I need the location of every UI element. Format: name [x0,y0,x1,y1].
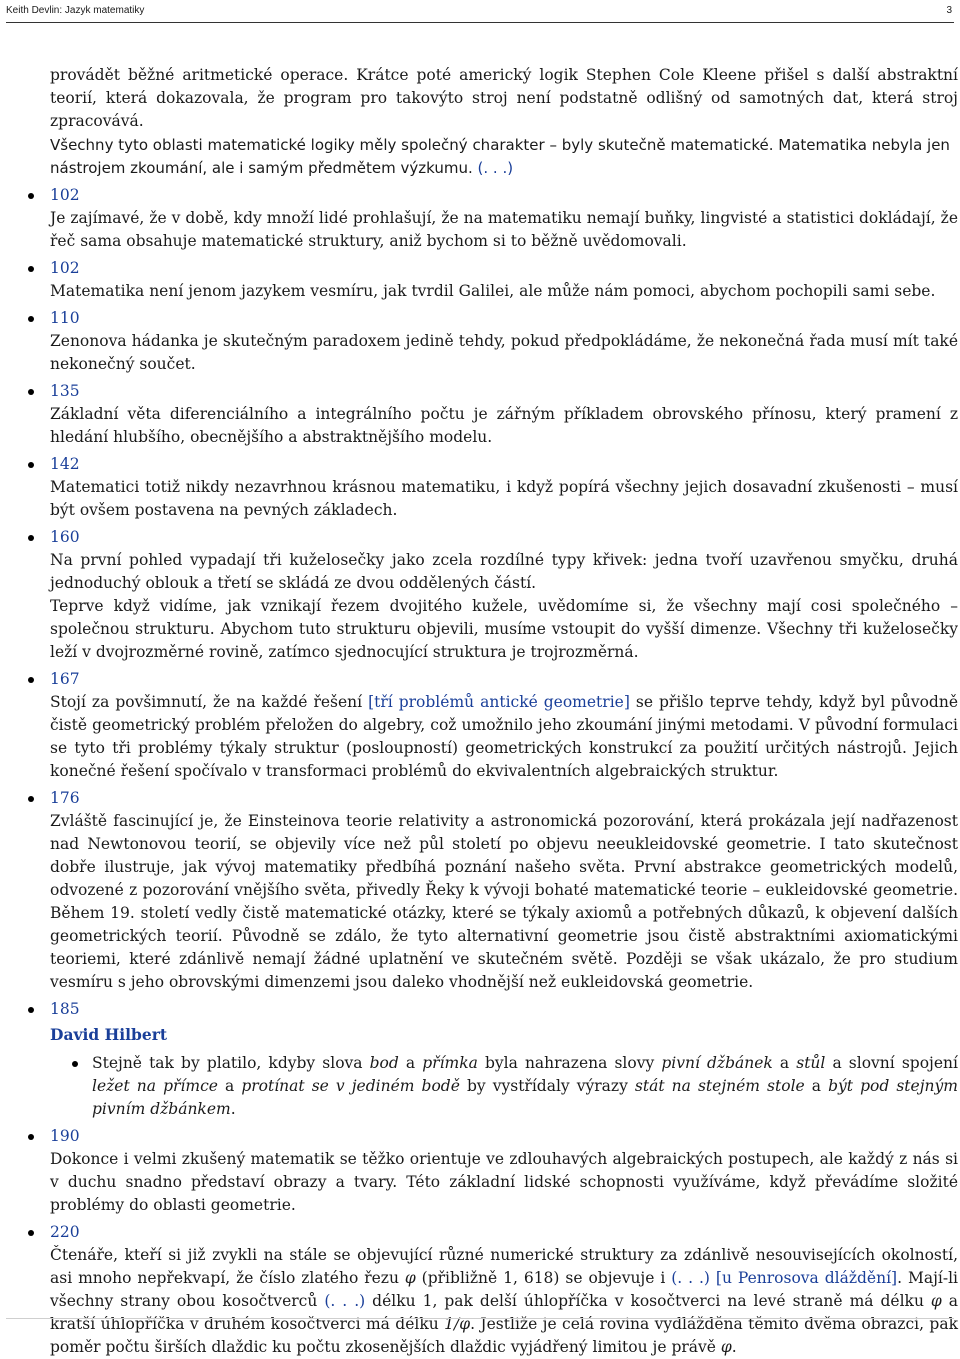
page-reference[interactable]: 135 [50,380,958,403]
quote-text-part: . [731,1338,737,1356]
quote-text-part: byla nahrazena slovy [477,1054,662,1072]
quote-text-part: a [804,1077,829,1095]
quote-text-part: a [398,1054,423,1072]
quote-text-part: a slovní spojení [825,1054,958,1072]
ellipsis-link[interactable]: (. . .) [671,1269,710,1287]
quote-entry-135 [50,380,958,449]
page-reference[interactable]: 185 [50,998,958,1021]
quote-text [50,1244,958,1359]
quote-entry-102b [50,257,958,303]
golden-ratio-value: 1, 618 [503,1269,554,1287]
quote-text-part: se přišlo teprve tehdy, když byl původně čistě geometrický problém přeložen do algebry, což umožnilo jeho zkoumání jinými metodami. V původní formulaci se tyto tři problémy týkaly struktur (posloupností) geometrických konstrukcí za použití určitých nástrojů. Jejich konečné řešení spočívalo v transformaci problémů do ekvivalentních algebraických struktur. [50,693,958,780]
italic-term: ležet na přímce [92,1077,218,1095]
quote-text: Je zajímavé, že v době, kdy množí lidé prohlašují, že na matematiku nemají buňky, lingvisté a statistici dokládají, že řeč sama obsahuje matematické struktury, aniž bychom si to běžně uvědomovali. [50,209,958,250]
quote-text: Dokonce i velmi zkušený matematik se těžko orientuje ve zdlouhavých algebraických postupech, ale každý z nás si v duchu snadno představí obrazy a tvary. Této základní lidské schopnosti využíváme, když převádíme složité problémy do oblasti geometrie. [50,1150,958,1214]
quote-entry-102a [50,184,958,253]
italic-term: být pod stejným pivním džbánkem [92,1077,958,1118]
quote-entry-110 [50,307,958,376]
quote-text-part: Stejně tak by platilo, kdyby slova [92,1054,370,1072]
quote-text: Na první pohled vypadají tři kuželosečky jako zcela rozdílné typy křivek: jedna tvoří uzavřenou smyčku, druhá jednoduchý oblouk a třetí se skládá ze dvou oddělených částí. [50,551,958,592]
inverse-phi: 1/φ [444,1315,471,1333]
ellipsis-link[interactable]: (. . .) [477,159,514,177]
math-number: 1 [422,1292,433,1310]
quote-text-part: délku [365,1292,423,1310]
page-reference[interactable]: 102 [50,257,958,280]
quote-entry-160 [50,526,958,664]
quote-text-continued: Teprve když vidíme, jak vznikají řezem dvojitého kužele, uvědomíme si, že všechny mají cosi společného – společnou strukturu. Abychom tuto strukturu objevili, musíme vstoupit do vyšší dimenze. Všechny tři kuželosečky leží v dvojrozměrné rovině, zatímco sjednocující struktura je trojrozměrná. [50,597,958,661]
page-content [50,64,958,1359]
ancient-geometry-link[interactable]: [tří problémů antické geometrie] [368,693,630,711]
running-title: Keith Devlin: Jazyk matematiky [6,5,145,16]
quote-entry-185 [50,998,958,1121]
quote-text-part: . Mají-li všechny strany obou kosočtverců [50,1269,958,1310]
page-reference[interactable]: 110 [50,307,958,330]
intro-paragraph-2 [50,134,958,180]
phi-symbol: φ [404,1269,416,1287]
quote-text-part: a [772,1054,797,1072]
quote-text: Základní věta diferenciálního a integrálního počtu je zářným příkladem obrovského přínosu, který pramení z hledání hlubšího, obecnějšího a abstraktnějšího modelu. [50,405,958,446]
quote-entry-220 [50,1221,958,1359]
author-name[interactable]: David Hilbert [50,1025,168,1044]
page-reference[interactable]: 176 [50,787,958,810]
italic-term: bod [369,1054,399,1072]
page-reference[interactable]: 142 [50,453,958,476]
quote-text-part: a kratší úhlopříčka v druhém kosočtverci má délku [50,1292,959,1333]
quote-text: Matematici totiž nikdy nezavrhnou krásnou matematiku, i když popírá všechny jejich dosavadní zkušenosti – musí být ovšem postavena na pevných základech. [50,478,958,519]
ellipsis-link[interactable]: (. . .) [324,1292,366,1310]
page-header [6,0,954,23]
quote-text [92,1052,958,1121]
quote-text-part: , pak delší úhlopříčka v kosočtverci na levé straně má délku [432,1292,931,1310]
page-number: 3 [946,5,952,16]
quote-text-part: . [230,1100,236,1118]
italic-term: protínat se v jediném bodě [241,1077,460,1095]
quote-text-part: (přibližně [415,1269,504,1287]
quote-text: Zenonova hádanka je skutečným paradoxem jedině tehdy, pokud předpokládáme, že nekonečná řada musí mít také nekonečný součet. [50,332,958,373]
intro-text-2: Všechny tyto oblasti matematické logiky měly společný charakter – byly skutečně matematické. Matematika nebyla jen nástrojem zkoumání, ale i samým předmětem výzkumu. [50,136,950,177]
quote-text-part: a [217,1077,242,1095]
bottom-divider [6,1318,954,1319]
page-reference[interactable]: 102 [50,184,958,207]
page-reference[interactable]: 167 [50,668,958,691]
quote-text-part: . Jestliže je celá rovina vydlážděna těmito dvěma obrazci, pak poměr počtu širších dlaždic ku počtu zkosenějších dlaždic vyjádřený limitou je právě [50,1315,958,1356]
page-reference[interactable]: 190 [50,1125,958,1148]
italic-term: přímka [422,1054,478,1072]
page-reference[interactable]: 160 [50,526,958,549]
quote-text: Matematika není jenom jazykem vesmíru, jak tvrdil Galilei, ale může nám pomoci, abychom pochopili sami sebe. [50,282,936,300]
quote-entry-167 [50,668,958,783]
italic-term: pivní džbánek [661,1054,773,1072]
quote-entry-142 [50,453,958,522]
quote-entry-176 [50,787,958,994]
intro-paragraph-1: provádět běžné aritmetické operace. Krátce poté americký logik Stephen Cole Kleene přišel s další abstraktní teorií, která dokazovala, že program pro takovýto stroj není podstatně odlišný od samotných dat, která stroj zpracovává. [50,66,958,130]
italic-term: stát na stejném stole [634,1077,805,1095]
quote-entry-190 [50,1125,958,1217]
hilbert-quote [92,1052,958,1121]
quote-text-part: ) se objevuje i [553,1269,672,1287]
quote-text: Zvláště fascinující je, že Einsteinova teorie relativity a astronomická pozorování, která prokázala její nadřazenost nad Newtonovou teorií, se objevily více než půl století po objevu neeukleidovské geometrie. I tato skutečnost dobře ilustruje, jak vývoj matematiky předbíhá poznání našeho světa. První abstrakce geometrických modelů, odvozené z pozorování vnějšího světa, přivedly Řeky k vývoji bohaté matematické teorie – eukleidovské geometrie. Během 19. století vedly čistě matematické otázky, které se týkaly axiomů a potřebných důkazů, k objevení dalších geometrických teorií. Původně se zdálo, že tyto alternativní geometrie jsou čistě abstraktními axiomatickými teoriemi, které zdánlivě nemají žádné uplatnění ve skutečném světě. Později se však ukázalo, že pro studium vesmíru s jeho obrovskými dimenzemi jsou daleko vhodnější než eukleidovská geometrie. [50,812,958,991]
penrose-tiling-link[interactable]: [u Penrosova dláždění] [715,1269,898,1287]
quote-text-part: Stojí za povšimnutí, že na každé řešení [50,693,369,711]
quote-text-part: by vystřídaly výrazy [459,1077,635,1095]
phi-symbol: φ [930,1292,942,1310]
quote-text [50,691,958,783]
page-reference[interactable]: 220 [50,1221,958,1244]
quote-text-part: Čtenáře, kteří si již zvykli na stále se objevující různé numerické struktury za zdánlivě nesouvisejících okolností, asi mnoho nepřekvapí, že číslo zlatého řezu [50,1246,958,1287]
italic-term: stůl [796,1054,826,1072]
phi-symbol: φ [720,1338,732,1356]
